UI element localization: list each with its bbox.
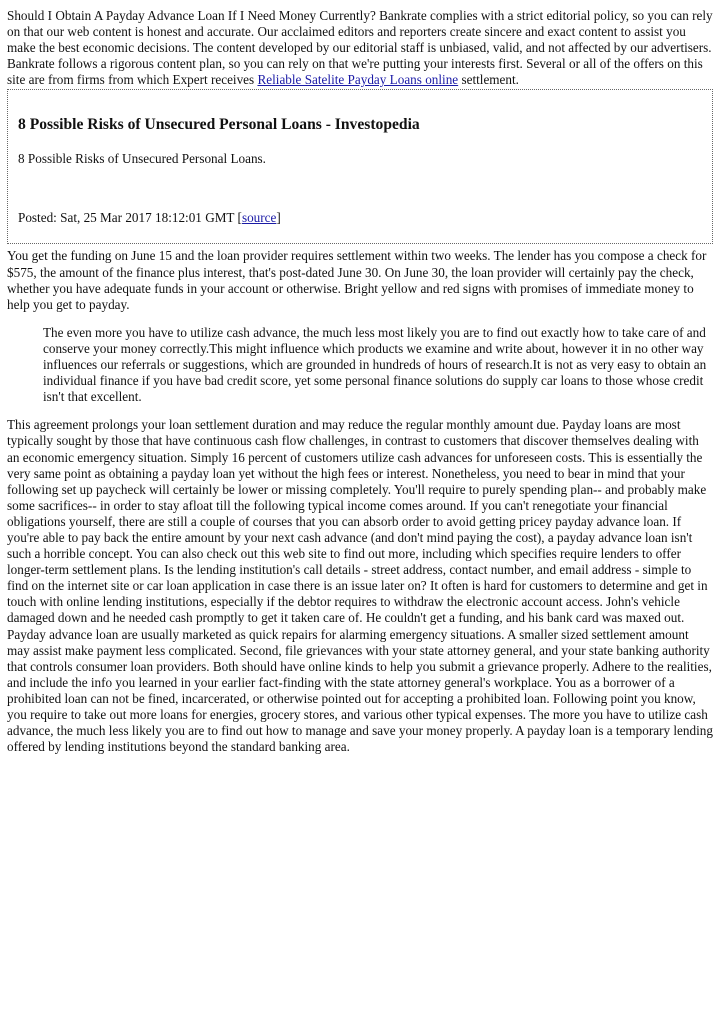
blockquote: The even more you have to utilize cash advance, the much less most likely you are to find out exactly how to take care of and conserve your money correctly.This might influence which products we examine and write about, however it in no other way influences our referrals or suggestions, which are grounded in hundreds of hours of research.It is not as very easy to obtain an individual finance if you have bad credit score, yet some personal finance solutions do supply car loans to those whose credit isn't that excellent. xyxy=(43,324,707,405)
news-card xyxy=(7,89,713,244)
card-title: 8 Possible Risks of Unsecured Personal Loans - Investopedia xyxy=(18,116,420,134)
intro-text: Should I Obtain A Payday Advance Loan If I Need Money Currently? Bankrate complies with a strict editorial policy, so you can rely on that our web content is honest and accurate. Our acclaimed editors and reporters create sincere and exact content to assist you make the best economic decisions. The content developed by our editorial staff is unbiased, valid, and not affected by our advertisers. Bankrate follows a rigorous content plan, so you can rely on that we're putting your interests first. Several or all of the offers on this site are from firms from which Expert receives xyxy=(7,8,713,88)
card-posted xyxy=(18,210,702,226)
reliable-loans-link[interactable]: Reliable Satelite Payday Loans online xyxy=(257,72,459,88)
posted-suffix: ] xyxy=(276,209,281,225)
body-paragraph-2: This agreement prolongs your loan settlement duration and may reduce the regular monthly amount due. Payday loans are most typically sought by those that have continuous cash flow challenges, in contrast to customers that discover themselves dealing with an economic emergency situation. Simply 16 percent of customers utilize cash advances for unforeseen costs. This is essentially the very same point as obtaining a payday loan yet without the high fees or interest. Nonetheless, you need to bear in mind that your following set up paycheck will certainly be lower or missing completely. You'll require to purely spending plan-- and probably make some sacrifices-- in order to stay afloat till the following typical income comes around. If you can't renegotiate your financial obligations yourself, there are still a couple of courses that you can absorb order to avoid getting pricey payday advance loan. If you're able to pay back the entire amount by your next cash advance (and don't mind paying the cost), a payday advance loan isn't such a horrible concept. You can also check out this web site to find out more, including which specifies require lenders to offer longer-term settlement plans. Is the lending institution's call details - street address, contact number, and email address - simple to find on the internet site or car loan application in case there is an issue later on? It often is hard for customers to determine and get in touch with online lending institutions, especially if the debtor requires to withdraw the electronic account access. John's vehicle damaged down and he needed cash promptly to get it taken care of. He couldn't get a funding, and his bank card was maxed out. Payday advance loan are usually marketed as quick repairs for alarming emergency situations. A smaller sized settlement amount may assist make payment less complicated. Second, file grievances with your state attorney general, and your state banking authority that controls consumer loan providers. Both should have online kinds to help you submit a grievance properly. Adhere to the realities, and include the info you learned in your earlier fact-finding with the state attorney general's workplace. You as a borrower of a prohibited loan can not be fined, incarcerated, or otherwise pointed out for accepting a prohibited loan. Following point you know, you require to take out more loans for energies, grocery stores, and various other typical expenses. The more you have to utilize cash advance, the much less likely you are to find out how to manage and save your money properly. A payday loan is a temporary lending offered by lending institutions beyond the standard banking area. xyxy=(7,417,713,755)
body-paragraph-1: You get the funding on June 15 and the loan provider requires settlement within two weeks. The lender has you compose a check for $575, the amount of the finance plus interest, that's post-dated June 30. On June 30, the loan provider will certainly pay the check, whether you have adequate funds in your account or otherwise. Bright yellow and red signs with promises of immediate money to help you get to payday. xyxy=(7,248,707,312)
posted-prefix: Posted: Sat, 25 Mar 2017 18:12:01 GMT [ xyxy=(18,209,242,225)
intro-paragraph xyxy=(7,8,713,88)
card-description: 8 Possible Risks of Unsecured Personal Loans. xyxy=(18,151,266,167)
source-link[interactable]: source xyxy=(241,209,277,225)
intro-tail: settlement. xyxy=(458,72,519,88)
